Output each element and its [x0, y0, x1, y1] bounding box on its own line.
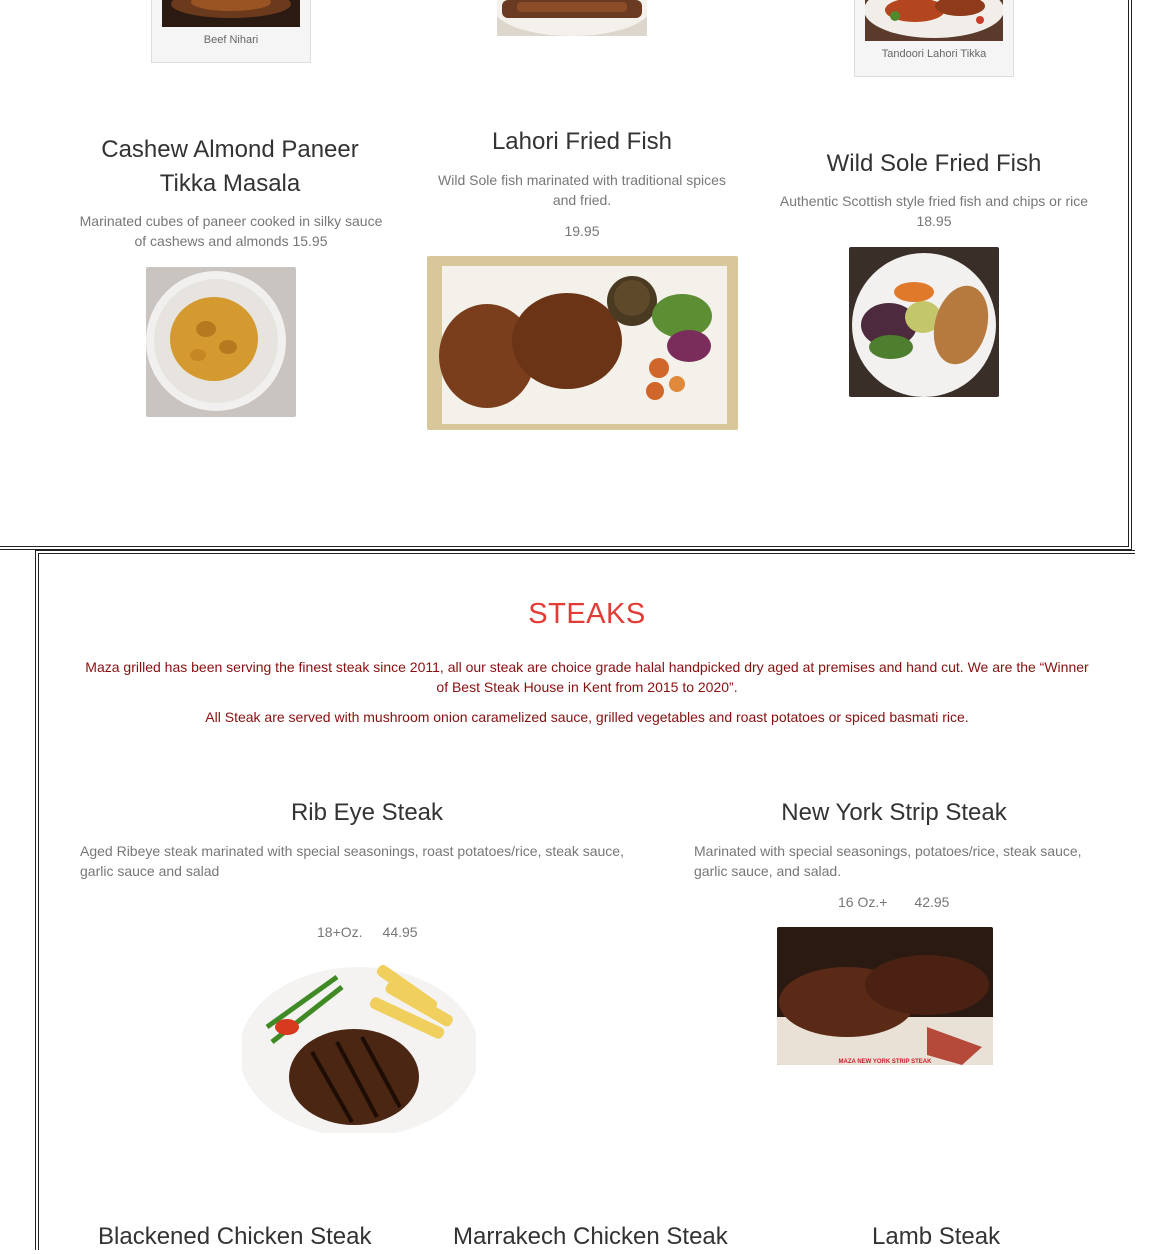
gallery-caption: Tandoori Lahori Tikka	[881, 48, 987, 60]
dish-size-price	[838, 894, 978, 910]
dish-title-blackened-chicken-steak: Blackened Chicken Steak	[98, 1223, 372, 1250]
steaks-served-with: All Steak are served with mushroom onion caramelized sauce, grilled vegetables and roast potatoes or spiced basmati rice.	[205, 709, 969, 725]
dish-title-rib-eye-steak: Rib Eye Steak	[290, 799, 444, 826]
dish-title-marrakech-chicken-steak: Marrakech Chicken Steak	[453, 1223, 728, 1250]
dish-description: Marinated cubes of paneer cooked in silky sauce of cashews and almonds 15.95	[79, 213, 383, 249]
dish-description: Aged Ribeye steak marinated with special seasonings, roast potatoes/rice, steak sauce, garlic sauce and salad	[80, 843, 624, 879]
dish-price: 42.95	[914, 894, 950, 910]
dish-price: 44.95	[382, 924, 418, 940]
gallery-caption: Beef Nihari	[203, 34, 259, 46]
dish-title-cashew-almond-paneer: Cashew Almond Paneer Tikka Masala	[101, 136, 359, 197]
rib-eye-steak-photo[interactable]	[242, 957, 476, 1133]
tandoori-lahori-tikka-photo	[865, 0, 1003, 41]
gallery-tile-tandoori-lahori-tikka[interactable]	[854, 0, 1014, 77]
dish-price: 19.95	[564, 223, 600, 239]
dish-title-lahori-fried-fish: Lahori Fried Fish	[491, 128, 673, 155]
steaks-heading: STEAKS	[528, 598, 646, 630]
new-york-strip-steak-photo[interactable]	[777, 927, 993, 1065]
dish-description: Wild Sole fish marinated with traditional spices and fried.	[438, 172, 726, 208]
photo-watermark: MAZA NEW YORK STRIP STEAK	[838, 1059, 932, 1065]
steaks-intro: Maza grilled has been serving the finest steak since 2011, all our steak are choice grade halal handpicked dry aged at premises and hand cut. We are the “Winner of Best Steak House in Kent from 2015 to 2020”.	[85, 659, 1089, 695]
gallery-tile-beef-nihari[interactable]	[151, 0, 311, 63]
dish-size: 18+Oz.	[317, 924, 363, 940]
dish-description: Authentic Scottish style fried fish and chips or rice 18.95	[779, 193, 1089, 229]
gallery-photo-center[interactable]	[497, 0, 647, 36]
dish-title-lamb-steak: Lamb Steak	[872, 1223, 1001, 1250]
dish-size-price	[317, 924, 457, 940]
dish-description: Marinated with special seasonings, potatoes/rice, steak sauce, garlic sauce, and salad.	[694, 843, 1082, 879]
dish-title-wild-sole-fried-fish: Wild Sole Fried Fish	[826, 150, 1042, 177]
beef-nihari-photo	[162, 0, 300, 27]
paneer-tikka-masala-photo[interactable]	[146, 267, 296, 417]
dish-size: 16 Oz.+	[838, 894, 888, 910]
dish-title-new-york-strip-steak: New York Strip Steak	[781, 799, 1007, 826]
lahori-fried-fish-photo[interactable]	[427, 256, 738, 430]
wild-sole-fried-fish-photo[interactable]	[849, 247, 999, 397]
